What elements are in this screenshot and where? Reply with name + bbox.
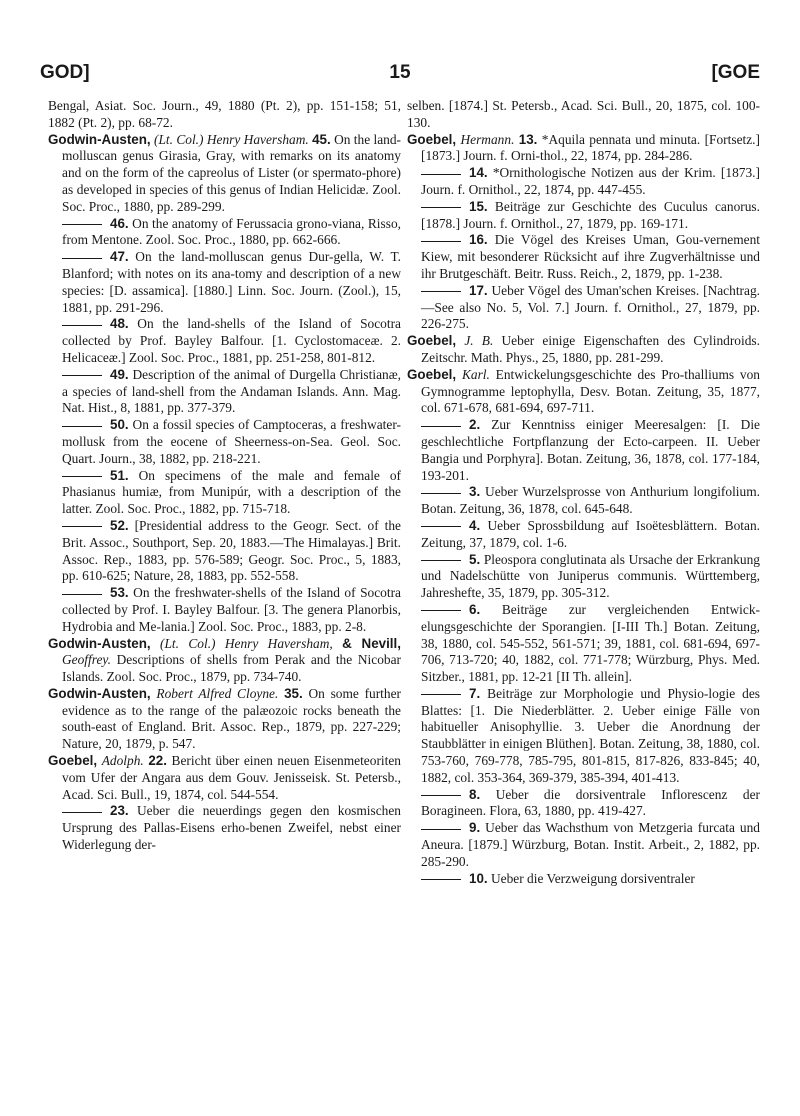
ditto-dash: [421, 795, 461, 796]
entry-number: 17.: [469, 282, 488, 298]
entry-number: 52.: [110, 517, 129, 533]
author-given-name: (Lt. Col.) Henry Haversham.: [154, 131, 309, 147]
ditto-dash: [421, 694, 461, 695]
bibliography-entry: [48, 686, 401, 753]
author-name: Godwin-Austen,: [48, 635, 151, 651]
bibliography-entry: [48, 316, 401, 366]
ditto-dash: [62, 526, 102, 527]
bibliography-entry: [407, 165, 760, 199]
header-left: GOD]: [40, 62, 90, 83]
bibliography-entry: [407, 199, 760, 233]
bibliography-entry: [407, 787, 760, 821]
author-name: Godwin-Austen,: [48, 131, 151, 147]
entry-text: On a fossil species of Camptoceras, a freshwater-mollusk from the eocene of Sheerness-on-Sea. Geol. Soc. Quart. Journ., 38, 1882, pp. 218-221.: [62, 417, 401, 466]
coauthor-name: & Nevill,: [342, 635, 401, 651]
entry-continuation: [407, 98, 760, 132]
ditto-dash: [421, 241, 461, 242]
bibliography-entry: [407, 367, 760, 417]
entry-text: On specimens of the male and female of Phasianus humiæ, from Munipúr, with a description of the latter. Zool. Soc. Proc., 1882, pp. 715-718.: [62, 467, 401, 517]
entry-text: *Aquila pennata und minuta. [Fortsetz.] [1873.] Journ. f. Orni-thol., 22, 1874, pp. 284-286.: [421, 131, 760, 164]
author-name: Goebel,: [48, 753, 98, 769]
entry-number: 51.: [110, 467, 129, 483]
entry-number: 53.: [110, 585, 129, 601]
author-given-name: Adolph.: [101, 753, 144, 769]
entry-number: 15.: [469, 198, 488, 214]
author-given-name: Robert Alfred Cloyne.: [156, 685, 279, 701]
author-name: Goebel,: [407, 131, 457, 147]
left-column: [48, 98, 401, 854]
ditto-dash: [421, 174, 461, 175]
entry-number: 6.: [469, 601, 481, 617]
entry-text: Beiträge zur Geschichte des Cuculus canorus. [1878.] Journ. f. Ornithol., 27, 1879, pp. 169-171.: [421, 198, 760, 231]
entry-number: 2.: [469, 417, 481, 433]
entry-continuation: [48, 98, 401, 132]
entry-number: 49.: [110, 366, 129, 382]
author-given-name: J. B.: [464, 333, 494, 349]
entry-text: Bengal, Asiat. Soc. Journ., 49, 1880 (Pt. 2), pp. 151-158; 51, 1882 (Pt. 2), pp. 68-72.: [48, 98, 401, 130]
entry-text: Zur Kenntniss einiger Meeresalgen: [I. Die geschlechtliche Fortpflanzung der Ecto-carpeen. II. Ueber Bangia und Porphyra]. Botan. Zeitung, 36, 1878, col. 177-184, 193-201.: [421, 417, 760, 483]
entry-text: On the anatomy of Ferussacia grono-viana, Risso, from Mentone. Zool. Soc. Proc., 1880, pp. 662-666.: [62, 215, 401, 248]
author-given-name: Hermann.: [460, 131, 515, 147]
author-name: Godwin-Austen,: [48, 685, 151, 701]
bibliography-entry: [407, 484, 760, 518]
bibliography-entry: [48, 753, 401, 803]
bibliography-entry: [407, 552, 760, 602]
bibliography-entry: [48, 803, 401, 853]
coauthor-given-name: Geoffrey.: [62, 652, 111, 668]
entry-text: Descriptions of shells from Perak and the Nicobar Islands. Zool. Soc. Proc., 1879, pp. 734-740.: [62, 652, 401, 685]
bibliography-entry: [48, 585, 401, 635]
entry-text: Ueber Vögel des Uman'schen Kreises. [Nachtrag.—See also No. 5, Vol. 7.] Journ. f. Ornithol., 27, 1879, pp. 226-275.: [421, 282, 760, 332]
ditto-dash: [421, 610, 461, 611]
entry-text: Beiträge zur Morphologie und Physio-logie des Blattes: [1. Die Niederblätter. 2. Ueber einige Fälle von habitueller Anisophyllie. 3. Ueber die Anordnung der Staubblätter in einigen Blüthen]. Botan. Zeitung, 38, 1880, col. 753-760, 769-778, 785-795, 801-815, 817-826, 833-845; 40, 1882, col. 353-364, 369-379, 385-394, 401-413.: [421, 685, 760, 785]
page-number: 15: [389, 62, 411, 83]
author-given-name: Karl.: [461, 366, 490, 382]
bibliography-entry: [407, 820, 760, 870]
entry-text: Ueber einige Eigenschaften des Cylindroids. Zeitschr. Math. Phys., 25, 1880, pp. 281-299.: [421, 333, 760, 365]
entry-number: 50.: [110, 417, 129, 433]
bibliography-entry: [407, 283, 760, 333]
author-name: Goebel,: [407, 366, 457, 382]
bibliography-entry: [48, 367, 401, 417]
entry-number: 35.: [284, 685, 303, 701]
entry-number: 16.: [469, 232, 488, 248]
entry-text: selben. [1874.] St. Petersb., Acad. Sci. Bull., 20, 1875, col. 100-130.: [407, 98, 760, 130]
entry-number: 22.: [148, 753, 167, 769]
entry-number: 45.: [312, 131, 331, 147]
entry-text: Ueber das Wachsthum von Metzgeria furcata und Aneura. [1879.] Würzburg, Botan. Instit. Arbeit., 2, 1882, pp. 285-290.: [421, 820, 760, 869]
entry-text: Ueber Sprossbildung auf Isoëtesblättern. Botan. Zeitung, 37, 1879, col. 1-6.: [421, 517, 760, 550]
bibliography-entry: [407, 417, 760, 484]
bibliography-entry: [407, 132, 760, 166]
entry-number: 8.: [469, 786, 481, 802]
entry-text: Ueber die neuerdings gegen den kosmischen Ursprung des Pallas-Eisens erho-benen Zweifel, nebst einer Widerlegung der-: [62, 803, 401, 853]
ditto-dash: [421, 829, 461, 830]
bibliography-entry: [48, 132, 401, 216]
bibliography-entry: [407, 686, 760, 787]
ditto-dash: [421, 207, 461, 208]
header-right: [GOE: [711, 62, 760, 83]
ditto-dash: [62, 594, 102, 595]
ditto-dash: [62, 258, 102, 259]
bibliography-entry: [48, 468, 401, 518]
ditto-dash: [62, 375, 102, 376]
ditto-dash: [62, 812, 102, 813]
entry-number: 4.: [469, 517, 481, 533]
entry-number: 47.: [110, 249, 129, 265]
entry-text: Ueber Wurzelsprosse von Anthurium longifolium. Botan. Zeitung, 36, 1878, col. 645-648.: [421, 484, 760, 517]
entry-text: Die Vögel des Kreises Uman, Gou-vernement Kiew, mit besonderer Rücksicht auf ihre Zugverhältnisse und ihr Brutgeschäft. Beitr. Russ. Reich., 2, 1879, pp. 1-238.: [421, 232, 760, 281]
entry-number: 7.: [469, 685, 481, 701]
bibliography-entry: [48, 636, 401, 686]
entry-text: Entwickelungsgeschichte des Pro-thalliums von Gymnogramme leptophylla, Desv. Botan. Zeitung, 35, 1877, col. 671-678, 681-694, 697-711.: [421, 366, 760, 416]
bibliography-entry: [407, 518, 760, 552]
entry-text: On the land-molluscan genus Dur-gella, W. T. Blanford; with notes on its ana-tomy and description of a new species: [D. assamica]. [1880.] Linn. Soc. Journ. (Zool.), 15, 1881, pp. 291-296.: [62, 249, 401, 315]
entry-text: On the freshwater-shells of the Island of Socotra collected by Prof. I. Bayley Balfour. [3. The genera Planorbis, Hydrobia and Me-lania.] Zool. Soc. Proc., 1883, pp. 2-8.: [62, 585, 401, 634]
bibliography-entry: [407, 333, 760, 367]
entry-text: [Presidential address to the Geogr. Sect. of the Brit. Assoc., Southport, Sep. 20, 1883.—The Himalayas.] Brit. Assoc. Rep., 1883, pp. 576-589; Geogr. Soc. Proc., 5, 1883, pp. 610-625; Nature, 28, 1883, pp. 552-558.: [62, 517, 401, 584]
ditto-dash: [62, 476, 102, 477]
entry-text: Pleospora conglutinata als Ursache der Erkrankung und Nadelschütte von Juniperus communis. Württemberg, Jahreshefte, 35, 1879, pp. 305-312.: [421, 551, 760, 601]
entry-number: 10.: [469, 870, 488, 886]
bibliography-entry: [407, 602, 760, 686]
entry-text: Ueber die Verzweigung dorsiventraler: [490, 870, 695, 886]
bibliography-entry: [407, 871, 760, 888]
bibliography-entry: [48, 249, 401, 316]
entry-number: 14.: [469, 165, 488, 181]
entry-text: On the land-shells of the Island of Socotra collected by Prof. Bayley Balfour. [1. Cyclostomaceæ. 2. Helicaceæ.] Zool. Soc. Proc., 1881, pp. 251-258, 801-812.: [62, 316, 401, 365]
entry-text: On the land-molluscan genus Girasia, Gray, with remarks on its anatomy and on the form of the capreolus of Lister (or spermato-phore) as developed in species of this genus of Indian Helicidæ. Zool. Soc. Proc., 1880, pp. 289-299.: [62, 131, 402, 214]
entry-number: 9.: [469, 820, 481, 836]
entry-text: Ueber die dorsiventrale Inflorescenz der Boragineen. Flora, 63, 1880, pp. 419-427.: [421, 786, 760, 819]
entry-text: Bericht über einen neuen Eisenmeteoriten vom Ufer der Angara aus dem Gouv. Jenisseisk. St. Petersb., Acad. Sci. Bull., 19, 1874, col. 544-554.: [62, 753, 401, 802]
right-column: [407, 98, 760, 887]
author-name: Goebel,: [407, 333, 457, 349]
ditto-dash: [421, 560, 461, 561]
ditto-dash: [421, 426, 461, 427]
entry-number: 46.: [110, 215, 129, 231]
ditto-dash: [421, 493, 461, 494]
entry-number: 5.: [469, 551, 481, 567]
entry-text: On some further evidence as to the range of the palæozoic rocks beneath the south-east of England. Brit. Assoc. Rep., 1879, pp. 227-229; Nature, 20, 1879, p. 547.: [62, 685, 402, 752]
entry-text: Description of the animal of Durgella Christianæ, a species of land-shell from the Andaman Islands. Ann. Mag. Nat. Hist., 8, 1881, pp. 377-379.: [62, 366, 401, 416]
ditto-dash: [62, 224, 102, 225]
bibliography-entry: [48, 518, 401, 585]
page-header: [40, 62, 760, 94]
bibliography-entry: [48, 216, 401, 250]
ditto-dash: [62, 325, 102, 326]
ditto-dash: [421, 291, 461, 292]
ditto-dash: [421, 526, 461, 527]
entry-text: Beiträge zur vergleichenden Entwick-elungsgeschichte der Sporangien. [I-III Th.] Botan. Zeitung, 38, 1880, col. 545-552, 561-571; 39, 1881, col. 681-694, 697-706, 713-720; 40, 1882, col. 771-778; Würzburg, Phys. Med. Sitzber., 1881, pp. 12-21 [II Th. allein].: [421, 601, 760, 685]
author-given-name: (Lt. Col.) Henry Haversham,: [160, 635, 333, 651]
ditto-dash: [62, 426, 102, 427]
entry-number: 23.: [110, 803, 129, 819]
entry-number: 13.: [518, 131, 538, 147]
entry-text: *Ornithologische Notizen aus der Krim. [1873.] Journ. f. Ornithol., 22, 1874, pp. 447-455.: [421, 165, 760, 197]
ditto-dash: [421, 879, 461, 880]
entry-number: 3.: [469, 484, 481, 500]
bibliography-entry: [407, 232, 760, 282]
bibliography-entry: [48, 417, 401, 467]
entry-number: 48.: [110, 316, 129, 332]
